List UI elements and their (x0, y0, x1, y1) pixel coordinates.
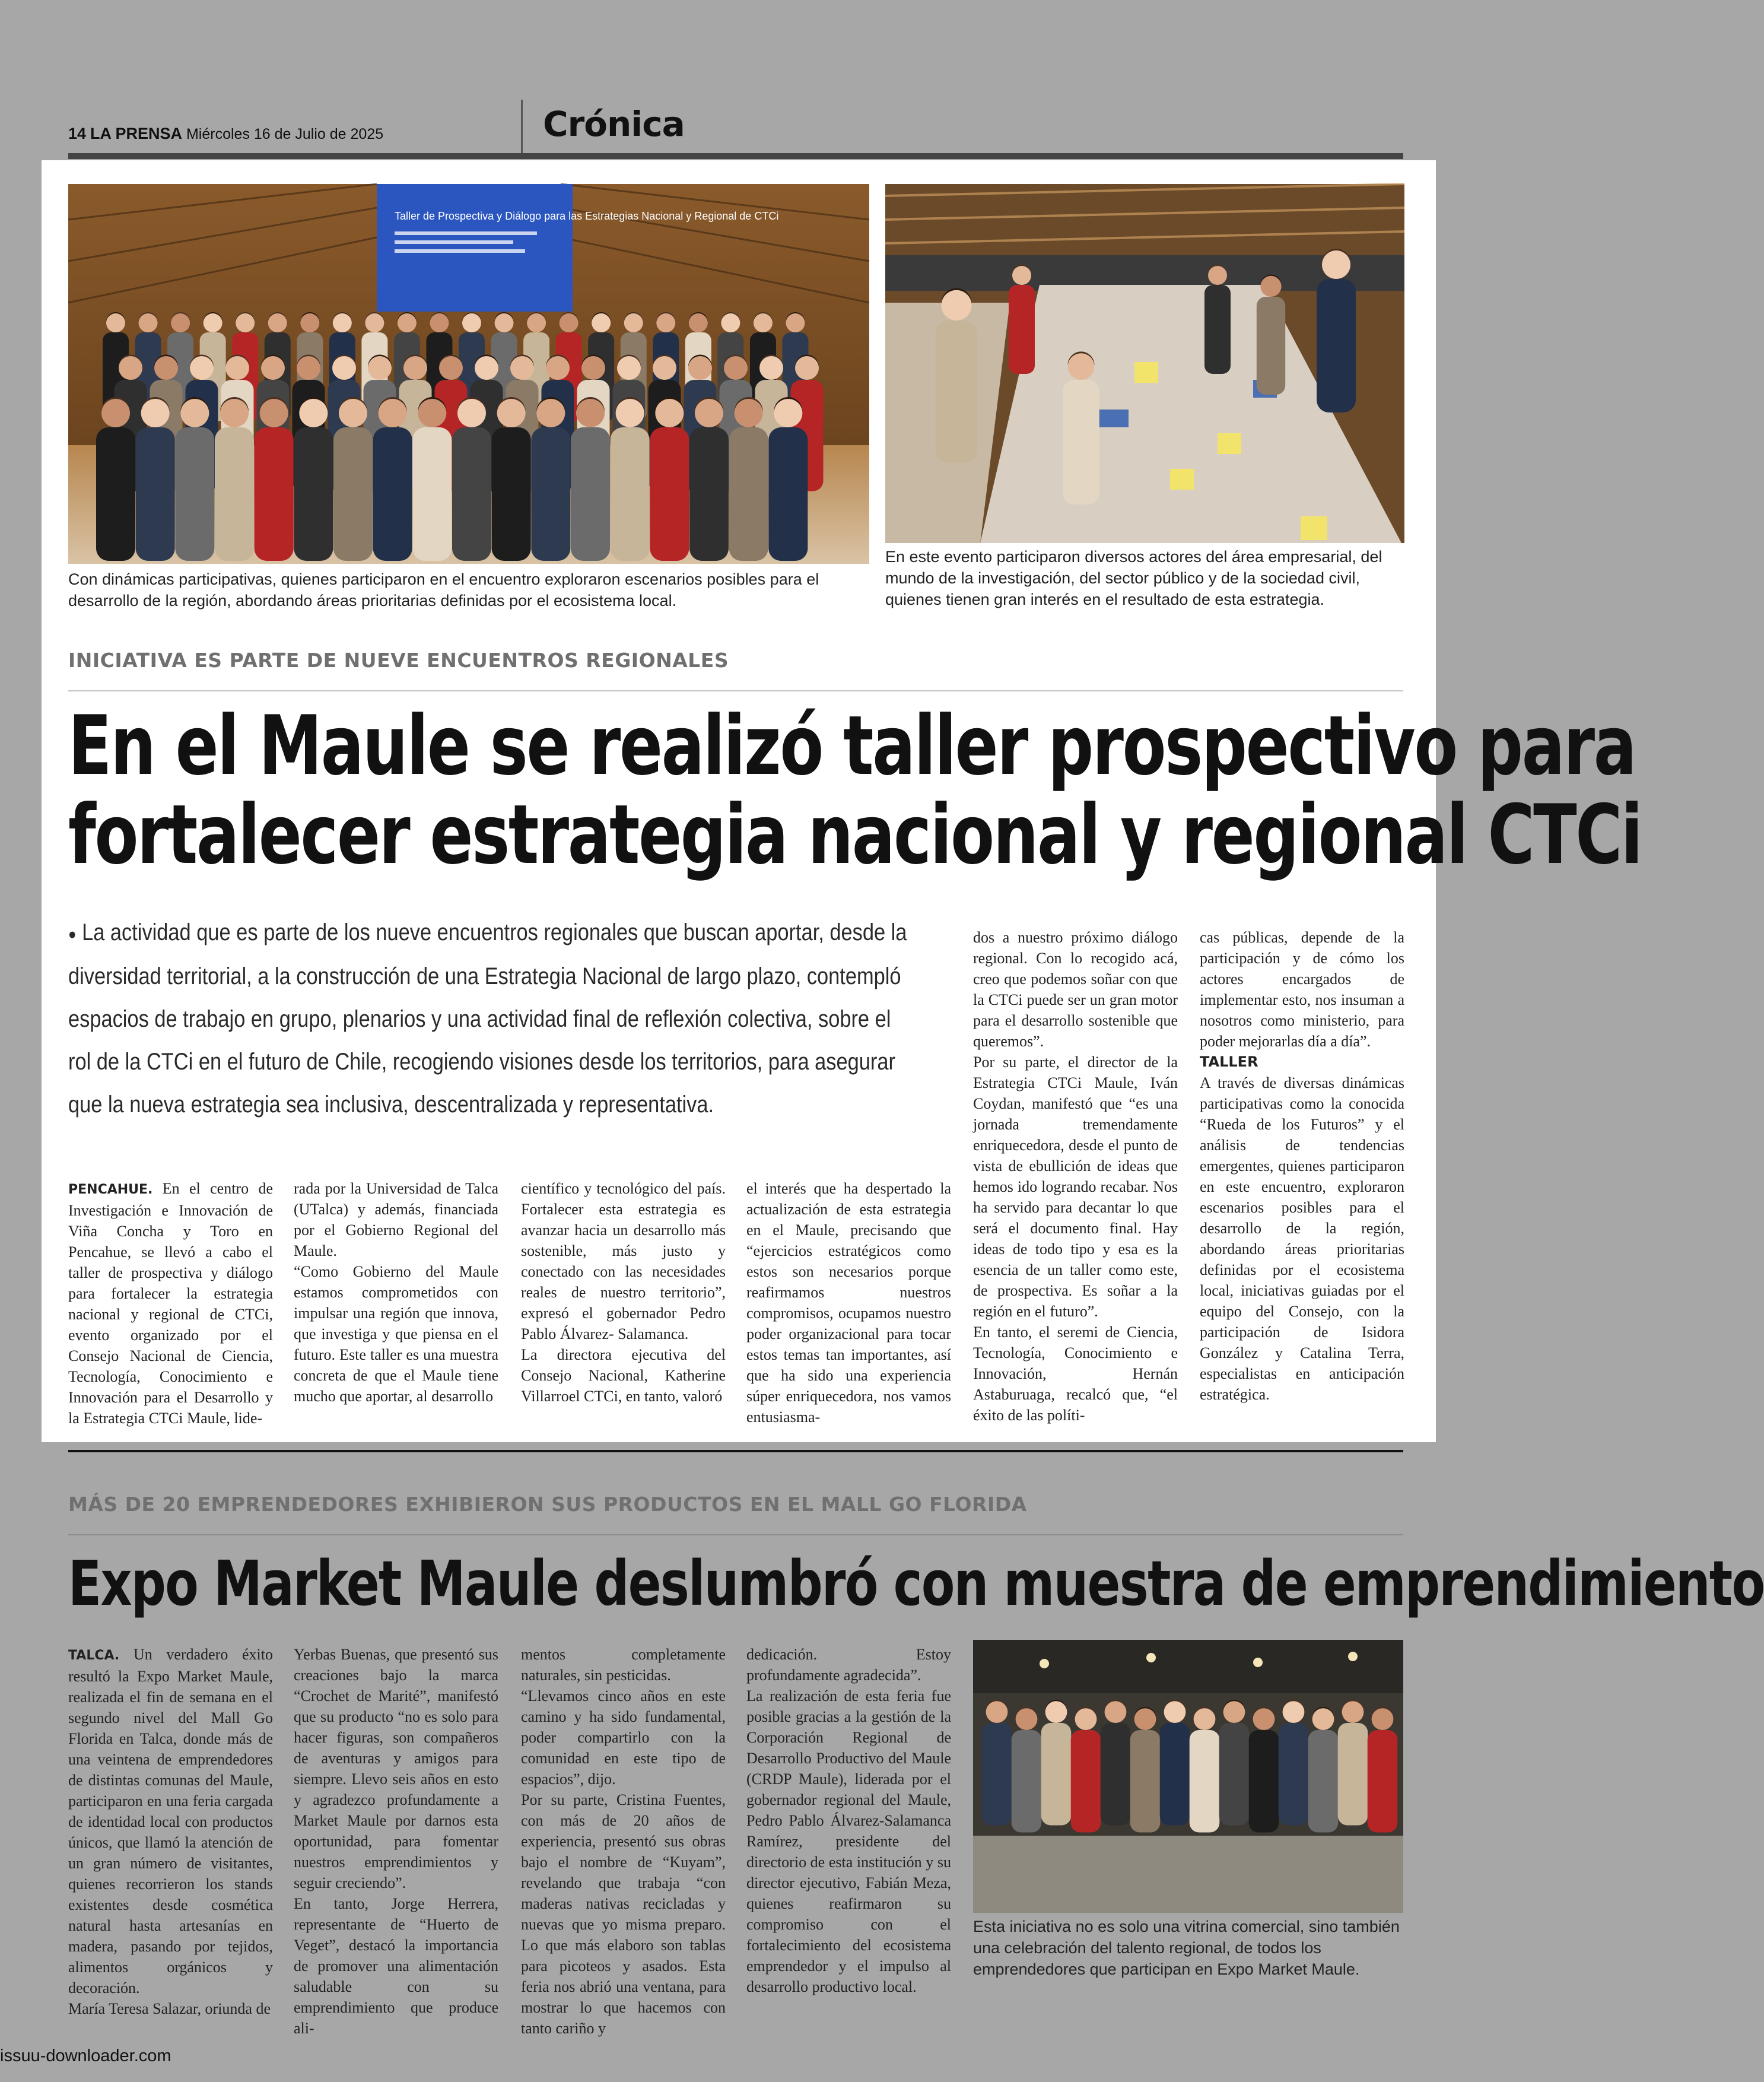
article1-dateline: PENCAHUE. (68, 1182, 153, 1197)
lead-line-3: espacios de trabajo en grupo, plenarios y una actividad final de reflexión colectiva, sobre el (68, 1006, 891, 1033)
workshop-photo (885, 184, 1404, 543)
header-divider (521, 100, 523, 153)
article1-col6-para-b: A través de diversas dinámicas participativas como la conocida “Rueda de los Futuros” y el análisis de tendencias emergentes, quienes participaron en este encuentro, exploraron escenarios posibles para el desarrollo de la región, abordando áreas prioritarias definidas por el ecosistema local, iniciativas guiadas por el equipo del Consejo, con la participación de Isidora González y Catalina Terra, especialistas en anticipación estratégica. (1200, 1074, 1404, 1403)
article1-lead (68, 911, 907, 1126)
article1-col3-para-b: La directora ejecutiva del Consejo Nacional, Katherine Villarroel CTCi, en tanto, valoró (521, 1346, 726, 1405)
article2-column-2 (294, 1644, 498, 2039)
article2-col4-para-a: dedicación. Estoy profundamente agradecida”. (746, 1646, 951, 1684)
lead-line-4: rol de la CTCi en el futuro de Chile, recogiendo visiones desde los territorios, para asegurar (68, 1049, 895, 1075)
newspaper-name: LA PRENSA (90, 125, 183, 142)
article1-column-4 (746, 1178, 951, 1427)
article2-col2-para-a: Yerbas Buenas, que presentó sus creaciones bajo la marca “Crochet de Marité”, manifestó que su producto “no es solo para hacer figuras, son compañeros de aventuras y amigos para siempre. Llevo seis años en esto y agradezco profundamente a Market Maule por darnos esta oportunidad, para fomentar nuestros emprendimientos y seguir creciendo”. (294, 1646, 498, 1891)
issue-date: Miércoles 16 de Julio de 2025 (186, 126, 384, 142)
section-title: Crónica (543, 104, 685, 144)
lead-line-1: La actividad que es parte de los nueve encuentros regionales que buscan aportar, desde la (82, 919, 907, 945)
article1-col5-para-c: En tanto, el seremi de Ciencia, Tecnología, Conocimiento e Innovación, Hernán Astaburuaga, recalcó que, “el éxito de las políti- (973, 1324, 1178, 1424)
expo-photo-caption: Esta iniciativa no es solo una vitrina comercial, sino también una celebración del talento regional, de todos los emprendedores que participan en Expo Market Maule. (973, 1918, 1400, 1978)
article2-column-1 (68, 1644, 273, 2019)
article2-col3-para-c: Por su parte, Cristina Fuentes, con más de 20 años de experiencia, presentó sus obras bajo el nombre de “Kuyam”, revelando que trabaja “con maderas nativas recicladas y nuevas que yo misma preparo. Lo que más elaboro son tablas para picoteos y asados. Esta feria nos abrió una ventana, para mostrar lo que hacemos con tanto cariño y (521, 1791, 726, 2037)
article1-column-2 (294, 1178, 498, 1407)
article2-col1-text: Un verdadero éxito resultó la Expo Market Maule, realizada el fin de semana en el segundo nivel del Mall Go Florida en Talca, donde más de una veintena de emprendedores de distintas comunas del Maule, participaron en una feria cargada de identidad local con productos únicos, que llamó la atención de un gran número de visitantes, quienes recorrieron los stands existentes desde cosmética natural hasta artesanías en madera, pasando por tejidos, alimentos orgánicos y decoración. (68, 1646, 273, 1997)
article2-col2-para-b: En tanto, Jorge Herrera, representante de “Huerto de Veget”, destacó la importancia de promover una alimentación saludable con su emprendimiento que produce ali- (294, 1895, 498, 2037)
headline-line-2: fortalecer estrategia nacional y regional CTCi (68, 787, 1642, 883)
article1-col2-para-b: “Como Gobierno del Maule estamos comprometidos con impulsar una región que innova, que investiga y que piensa en el futuro. Este taller es una muestra concreta de que el Maule tiene mucho que aportar, al desarrollo (294, 1263, 498, 1405)
article1-col1-text: En el centro de Investigación e Innovación de Viña Concha y Toro en Pencahue, se llevó a cabo el taller de prospectiva y diálogo para fortalecer la estrategia nacional y regional de CTCi, evento organizado por el Consejo Nacional de Ciencia, Tecnología, Conocimiento e Innovación para el Desarrollo y la Estrategia CTCi Maule, lide- (68, 1180, 273, 1427)
article1-col6-para-a: cas públicas, depende de la participación y de cómo los actores encargados de implementar esto, nos insuman a nosotros como ministerio, para poder mejorarlas día a día”. (1200, 929, 1404, 1050)
article1-column-6 (1200, 927, 1404, 1405)
article1-col3-para-a: científico y tecnológico del país. Fortalecer esta estrategia es avanzar hacia un desarrollo más sostenible, más justo y conectado con las necesidades reales de nuestro territorio”, expresó el gobernador Pedro Pablo Álvarez- Salamanca. (521, 1180, 726, 1342)
article2-col4-para-b: La realización de esta feria fue posible gracias a la gestión de la Corporación Regional de Desarrollo Productivo del Maule (CRDP Maule), liderada por el gobernador regional del Maule, Pedro Pablo Álvarez-Salamanca Ramírez, presidente del directorio de esta institución y su director ejecutivo, Fabián Meza, quienes reafirmaron su compromiso con el fortalecimiento del ecosistema emprendedor y el impulso al desarrollo productivo local. (746, 1687, 951, 1995)
projector-screen (377, 184, 573, 312)
article2-col3-para-b: “Llevamos cinco años en este camino y ha sido fundamental, poder compartirlo con la comunidad en este tipo de espacios”, dijo. (521, 1687, 726, 1788)
article2-col1-para-b: María Teresa Salazar, oriunda de (68, 2000, 271, 2017)
article1-col5-para-a: dos a nuestro próximo diálogo regional. Con lo recogido acá, creo que podemos soñar con que la CTCi puede ser un gran motor para el desarrollo sostenible que queremos”. (973, 929, 1178, 1050)
workshop-photo-caption: En este evento participaron diversos actores del área empresarial, del mundo de la investigación, del sector público y de la sociedad civil, quienes tienen gran interés en el resultado de esta estrategia. (885, 548, 1382, 608)
header-rule (68, 153, 1403, 159)
article2-col3-para-a: mentos completamente naturales, sin pesticidas. (521, 1646, 726, 1684)
article1-col2-para-a: rada por la Universidad de Talca (UTalca) y además, financiada por el Gobierno Regional del Maule. (294, 1180, 498, 1259)
article2-column-4 (746, 1644, 951, 1997)
article1-headline (68, 698, 1642, 883)
article1-col5-para-b: Por su parte, el director de la Estrategia CTCi Maule, Iván Coydan, manifestó que “es una jornada tremendamente enriquecedora, desde el punto de vista de ebullición de ideas que hemos ido logrando recabar. Nos ha servido para decantar lo que será el documento final. Hay ideas de todo tipo y esa es la esencia de un taller como este, de prospectiva. Es soñar a la región en el futuro”. (973, 1053, 1178, 1320)
lead-line-2: diversidad territorial, a la construcción de una Estrategia Nacional de largo plazo, contempló (68, 963, 901, 990)
article1-column-1 (68, 1178, 273, 1429)
article1-kicker: INICIATIVA ES PARTE DE NUEVE ENCUENTROS REGIONALES (68, 649, 729, 672)
expo-market-photo (973, 1640, 1403, 1913)
section-divider (68, 1450, 1403, 1452)
page-number: 14 (68, 125, 87, 142)
article1-subhead-taller: TALLER (1200, 1053, 1258, 1070)
kicker-rule (68, 690, 1403, 691)
article1-column-3 (521, 1178, 726, 1407)
article1-column-5 (973, 927, 1178, 1426)
article2-kicker: MÁS DE 20 EMPRENDEDORES EXHIBIERON SUS PRODUCTOS EN EL MALL GO FLORIDA (68, 1493, 1027, 1516)
lead-bullet: ● (68, 925, 77, 943)
watermark: issuu-downloader.com (0, 2046, 171, 2065)
article2-headline: Expo Market Maule deslumbró con muestra de emprendimiento (68, 1547, 1764, 1620)
article2-dateline: TALCA. (68, 1648, 120, 1663)
headline-line-1: En el Maule se realizó taller prospectivo para (68, 698, 1636, 794)
article2-kicker-rule (68, 1534, 1403, 1535)
lead-line-5: que la nueva estrategia sea inclusiva, descentralizada y representativa. (68, 1091, 714, 1118)
page-header-left (68, 125, 383, 143)
article2-column-3 (521, 1644, 726, 2039)
article1-col4-text: el interés que ha despertado la actualización de esta estrategia en el Maule, precisando que “ejercicios estratégicos como estos son necesarios porque reafirmamos nuestros compromisos, ocupamos nuestro poder organizacional para tocar estos temas tan importantes, así que ha sido una experiencia súper enriquecedora, nos vamos entusiasma- (746, 1180, 951, 1426)
screen-title: Taller de Prospectiva y Diálogo para las Estrategias Nacional y Regional de CTCi (395, 210, 779, 222)
group-photo-caption: Con dinámicas participativas, quienes participaron en el encuentro exploraron escenarios posibles para el desarrollo de la región, abordando áreas prioritarias definidas por el ecosistema local. (68, 570, 819, 610)
group-photo (68, 184, 869, 564)
